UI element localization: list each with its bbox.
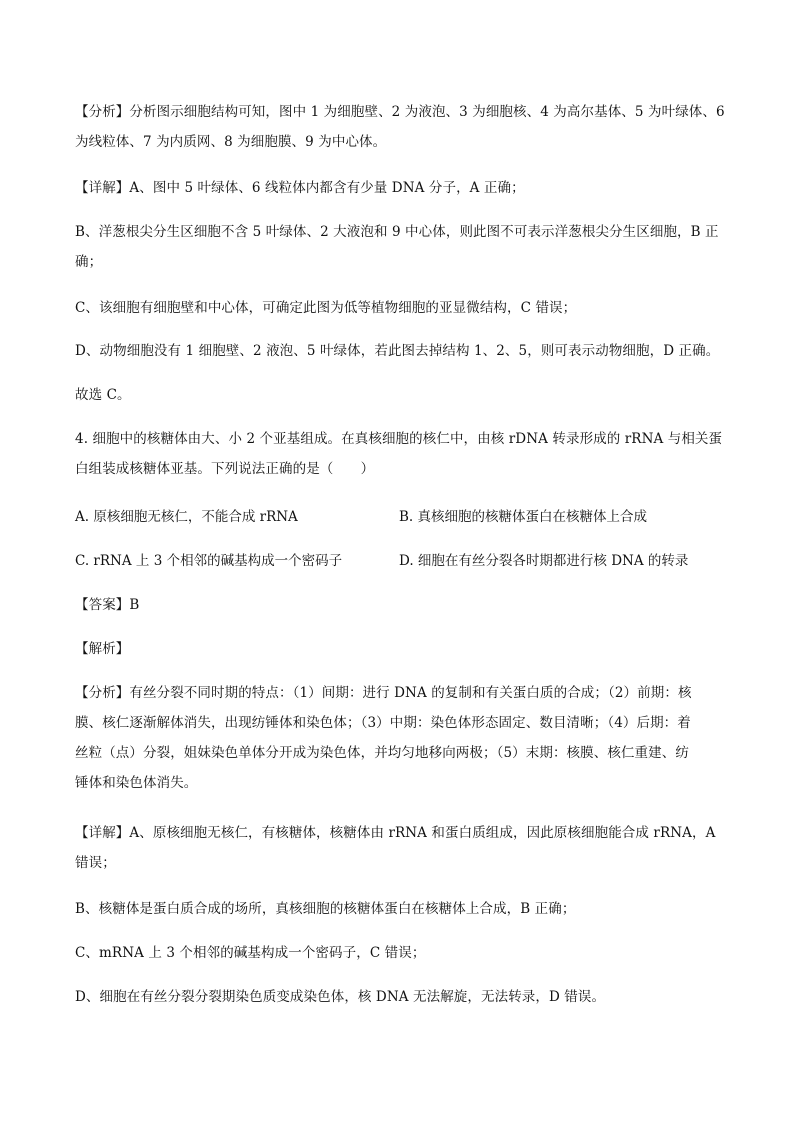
q4-option-d: D. 细胞在有丝分裂各时期都进行核 DNA 的转录 bbox=[399, 553, 689, 569]
q3-analysis-line-2: 为线粒体、7 为内质网、8 为细胞膜、9 为中心体。 bbox=[75, 134, 387, 150]
q3-detail-d bbox=[75, 336, 725, 366]
q4-option-c: C. rRNA 上 3 个相邻的碱基构成一个密码子 bbox=[75, 553, 343, 569]
q4-stem-line-2: 白组装成核糖体亚基。下列说法正确的是（ ） bbox=[75, 461, 375, 477]
q4-jiexi-text: 【解析】 bbox=[75, 641, 130, 657]
q3-detail-a bbox=[75, 173, 725, 203]
q4-jiexi-heading bbox=[75, 634, 725, 664]
q3-detail-c bbox=[75, 293, 725, 323]
q3-choose-text: 故选 C。 bbox=[75, 387, 131, 403]
q4-detail-a-line-1: 【详解】A、原核细胞无核仁，有核糖体，核糖体由 rRNA 和蛋白质组成，因此原核细胞能合成 rRNA，A bbox=[75, 825, 716, 841]
q4-stem-line-1: 4. 细胞中的核糖体由大、小 2 个亚基组成。在真核细胞的核仁中，由核 rDNA 转录形成的 rRNA 与相关蛋 bbox=[75, 431, 723, 447]
q4-analysis-line-1: 【分析】有丝分裂不同时期的特点：（1）间期：进行 DNA 的复制和有关蛋白质的合成；（2）前期：核 bbox=[75, 685, 692, 701]
q3-detail-b-line-2: 确； bbox=[75, 254, 103, 270]
q4-detail-d bbox=[75, 982, 725, 1012]
q4-analysis-line-2: 膜、核仁逐渐解体消失，出现纺锤体和染色体；（3）中期：染色体形态固定、数目清晰；（4）后期：着 bbox=[75, 715, 691, 731]
q4-option-a: A. 原核细胞无核仁，不能合成 rRNA bbox=[75, 509, 298, 525]
q3-detail-b bbox=[75, 217, 725, 277]
q3-detail-d-text: D、动物细胞没有 1 细胞壁、2 液泡、5 叶绿体，若此图去掉结构 1、2、5，则可表示动物细胞，D 正确。 bbox=[75, 343, 720, 359]
q4-detail-a-line-2: 错误； bbox=[75, 855, 116, 871]
q4-stem bbox=[75, 424, 725, 484]
q4-detail-c bbox=[75, 938, 725, 968]
q3-detail-c-text: C、该细胞有细胞壁和中心体，可确定此图为低等植物细胞的亚显微结构，C 错误； bbox=[75, 300, 577, 316]
q4-detail-b-text: B、核糖体是蛋白质合成的场所，真核细胞的核糖体蛋白在核糖体上合成，B 正确； bbox=[75, 901, 576, 917]
q4-detail-b bbox=[75, 894, 725, 924]
q4-detail-d-text: D、细胞在有丝分裂分裂期染色质变成染色体，核 DNA 无法解旋，无法转录，D 错误。 bbox=[75, 989, 606, 1005]
q4-answer-text: 【答案】B bbox=[75, 597, 140, 613]
q4-analysis-line-3: 丝粒（点）分裂，姐妹染色单体分开成为染色体，并均匀地移向两极；（5）末期：核膜、核仁重建、纺 bbox=[75, 745, 689, 761]
q4-analysis-line-4: 锤体和染色体消失。 bbox=[75, 775, 198, 791]
q3-choose bbox=[75, 380, 725, 410]
q4-analysis-paragraph bbox=[75, 678, 725, 798]
q4-option-b: B. 真核细胞的核糖体蛋白在核糖体上合成 bbox=[399, 509, 648, 525]
q3-analysis-line-1: 【分析】分析图示细胞结构可知，图中 1 为细胞壁、2 为液泡、3 为细胞核、4 为高尔基体、5 为叶绿体、6 bbox=[75, 104, 725, 120]
q3-detail-b-line-1: B、洋葱根尖分生区细胞不含 5 叶绿体、2 大液泡和 9 中心体，则此图不可表示洋葱根尖分生区细胞，B 正 bbox=[75, 224, 719, 240]
q4-detail-a bbox=[75, 818, 725, 878]
q4-detail-c-text: C、mRNA 上 3 个相邻的碱基构成一个密码子，C 错误； bbox=[75, 945, 426, 961]
q4-answer bbox=[75, 590, 725, 620]
q3-detail-a-text: 【详解】A、图中 5 叶绿体、6 线粒体内都含有少量 DNA 分子，A 正确； bbox=[75, 180, 525, 196]
q3-analysis-paragraph bbox=[75, 97, 725, 157]
